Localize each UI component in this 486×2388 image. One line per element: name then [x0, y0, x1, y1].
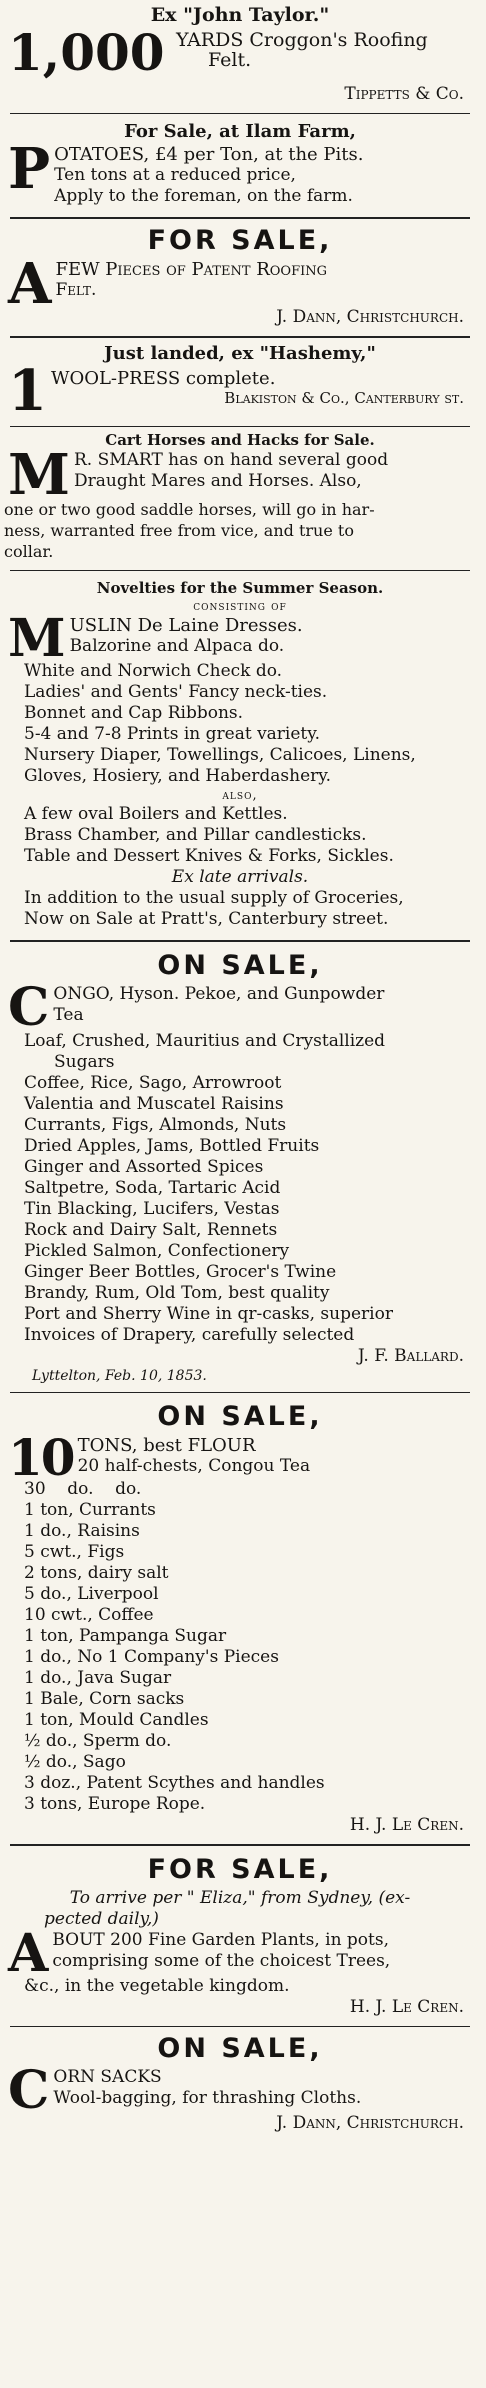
- ad-line: 1 ton, Mould Candles: [24, 1710, 209, 1731]
- ad-line: comprising some of the choicest Trees,: [52, 1951, 391, 1972]
- ad-roofing-felt: [4, 0, 476, 105]
- ad-dropcap: 10: [8, 1427, 74, 1487]
- ad-line: Invoices of Drapery, carefully selected: [24, 1324, 355, 1345]
- ad-line: 3 tons, Europe Rope.: [24, 1794, 206, 1815]
- ad-title: Ex "John Taylor.": [150, 4, 330, 26]
- ad-line: Port and Sherry Wine in qr-casks, superior: [24, 1303, 393, 1324]
- ad-number: 1,000: [8, 23, 165, 82]
- ad-line: ORN SACKS: [53, 2067, 162, 2088]
- ad-dropcap: A: [8, 1923, 49, 1985]
- ad-heading: ON SALE,: [157, 2033, 323, 2065]
- ad-dropcap: C: [8, 977, 50, 1039]
- ad-line: 10 cwt., Coffee: [24, 1605, 154, 1626]
- ad-line: Ginger and Assorted Spices: [24, 1156, 264, 1177]
- ad-line: A few oval Boilers and Kettles.: [24, 804, 288, 825]
- ad-subtitle: consisting of: [193, 599, 287, 615]
- ad-line: Brass Chamber, and Pillar candlesticks.: [24, 825, 367, 846]
- ad-line: In addition to the usual supply of Groceries,: [24, 888, 404, 909]
- ad-line: White and Norwich Check do.: [24, 661, 283, 682]
- ad-line: &c., in the vegetable kingdom.: [24, 1976, 290, 1997]
- ad-signature: Blakiston & Co., Canterbury st.: [224, 389, 464, 407]
- ad-line: Rock and Dairy Salt, Rennets: [24, 1219, 278, 1240]
- ad-line: Saltpetre, Soda, Tartaric Acid: [24, 1177, 281, 1198]
- ad-cart-horses: [4, 427, 476, 563]
- ad-patent-felt: [4, 219, 476, 328]
- ad-line: Gloves, Hosiery, and Haberdashery.: [24, 766, 332, 787]
- ad-dropcap: M: [8, 608, 66, 670]
- ad-line: Pickled Salmon, Confectionery: [24, 1240, 290, 1261]
- ad-line: 1 do., Java Sugar: [24, 1668, 172, 1689]
- ad-line: one or two good saddle horses, will go in har-: [4, 500, 375, 520]
- ad-line: Table and Dessert Knives & Forks, Sickles.: [24, 846, 394, 867]
- ad-line: 5 do., Liverpool: [24, 1584, 159, 1605]
- ad-line: Valentia and Muscatel Raisins: [24, 1093, 284, 1114]
- ad-garden-plants: [4, 1846, 476, 2018]
- ad-line: Bonnet and Cap Ribbons.: [24, 703, 244, 724]
- ad-line: 2 tons, dairy salt: [24, 1563, 169, 1584]
- ad-line: ½ do., Sago: [24, 1752, 126, 1773]
- ad-corn-sacks: [4, 2027, 476, 2134]
- ad-line: Ex late arrivals.: [171, 867, 309, 888]
- ad-line: Now on Sale at Pratt's, Canterbury street.: [24, 909, 389, 930]
- ad-line: 5 cwt., Figs: [24, 1542, 125, 1563]
- ad-line: To arrive per " Eliza," from Sydney, (ex-: [69, 1888, 411, 1909]
- ad-signature: H. J. Le Cren.: [349, 1997, 464, 2018]
- ad-potatoes: [4, 114, 476, 207]
- ad-line: 1 ton, Pampanga Sugar: [24, 1626, 227, 1647]
- ad-heading: ON SALE,: [157, 1400, 323, 1432]
- ad-subtitle: also,: [222, 788, 258, 804]
- ad-heading: FOR SALE,: [147, 1854, 333, 1886]
- ad-dropcap: C: [8, 2060, 50, 2122]
- ad-title: Cart Horses and Hacks for Sale.: [105, 430, 375, 449]
- ad-line: pected daily,): [44, 1909, 159, 1930]
- ad-signature: H. J. Le Cren.: [349, 1815, 464, 1836]
- ad-line: Sugars: [54, 1051, 115, 1072]
- ad-wool-press: [4, 338, 476, 424]
- ad-line: Currants, Figs, Almonds, Nuts: [24, 1114, 287, 1135]
- ad-line: ness, warranted free from vice, and true to: [4, 521, 354, 541]
- ad-line: Balzorine and Alpaca do.: [69, 636, 285, 657]
- ad-line: 1 ton, Currants: [24, 1500, 156, 1521]
- ad-dropcap: A: [8, 251, 52, 317]
- ad-line: USLIN De Laine Dresses.: [69, 615, 303, 637]
- ad-line: Coffee, Rice, Sago, Arrowroot: [24, 1072, 282, 1093]
- ad-flour-lecren: [4, 1393, 476, 1837]
- ad-summer-novelties: [4, 571, 476, 930]
- ad-line: 1 do., No 1 Company's Pieces: [24, 1647, 279, 1668]
- ad-line: 5-4 and 7-8 Prints in great variety.: [24, 724, 321, 745]
- ad-line: YARDS Croggon's Roofing: [176, 29, 428, 51]
- ad-line: Ten tons at a reduced price,: [54, 165, 296, 185]
- ad-line: Ginger Beer Bottles, Grocer's Twine: [24, 1261, 337, 1282]
- ad-line: 3 doz., Patent Scythes and handles: [24, 1773, 325, 1794]
- ad-line: BOUT 200 Fine Garden Plants, in pots,: [52, 1930, 389, 1951]
- ad-line: Tin Blacking, Lucifers, Vestas: [24, 1198, 280, 1219]
- ad-line: Nursery Diaper, Towellings, Calicoes, Linens,: [24, 745, 416, 766]
- ad-title: Novelties for the Summer Season.: [96, 579, 384, 598]
- ad-line: FEW Pieces of Patent Roofing: [55, 259, 328, 280]
- ad-groceries-ballard: [4, 942, 476, 1385]
- ad-line: WOOL-PRESS complete.: [50, 368, 276, 389]
- ad-line: collar.: [4, 542, 54, 562]
- ad-line: Loaf, Crushed, Mauritius and Crystallized: [24, 1030, 386, 1051]
- ad-line: Felt.: [55, 280, 97, 300]
- ad-line: 20 half-chests, Congou Tea: [77, 1455, 311, 1476]
- ad-line: Felt.: [208, 49, 252, 71]
- ad-line: Draught Mares and Horses. Also,: [74, 470, 362, 491]
- ad-line: R. SMART has on hand several good: [74, 449, 389, 470]
- ad-line: Brandy, Rum, Old Tom, best quality: [24, 1282, 330, 1303]
- ad-line: ONGO, Hyson. Pekoe, and Gunpowder: [53, 984, 385, 1005]
- ad-line: 1 do., Raisins: [24, 1521, 140, 1542]
- ad-line: Tea: [53, 1005, 84, 1026]
- ad-dropcap: 1: [8, 358, 47, 424]
- ad-title: For Sale, at Ilam Farm,: [124, 121, 356, 142]
- ad-line: Wool-bagging, for thrashing Cloths.: [53, 2088, 362, 2109]
- ad-line: Ladies' and Gents' Fancy neck-ties.: [24, 682, 328, 703]
- ad-line: 30 do. do.: [24, 1479, 142, 1500]
- ad-dropcap: P: [8, 136, 51, 202]
- ad-signature: Tippetts & Co.: [344, 84, 464, 104]
- ad-line: 1 Bale, Corn sacks: [24, 1689, 185, 1710]
- ad-dateline: Lyttelton, Feb. 10, 1853.: [32, 1367, 207, 1384]
- ad-signature: J. Dann, Christchurch.: [276, 307, 464, 327]
- ad-line: Apply to the foreman, on the farm.: [54, 186, 353, 206]
- ad-line: OTATOES, £4 per Ton, at the Pits.: [54, 144, 364, 165]
- ad-title: Just landed, ex "Hashemy,": [104, 343, 376, 364]
- ad-line: ½ do., Sperm do.: [24, 1731, 172, 1752]
- ad-signature: J. F. Ballard.: [357, 1345, 464, 1366]
- ad-heading: FOR SALE,: [147, 225, 333, 256]
- ad-line: TONS, best FLOUR: [77, 1434, 256, 1456]
- ad-heading: ON SALE,: [157, 950, 323, 982]
- ad-dropcap: M: [8, 441, 70, 508]
- ad-signature: J. Dann, Christchurch.: [276, 2113, 464, 2134]
- ad-line: Dried Apples, Jams, Bottled Fruits: [24, 1135, 320, 1156]
